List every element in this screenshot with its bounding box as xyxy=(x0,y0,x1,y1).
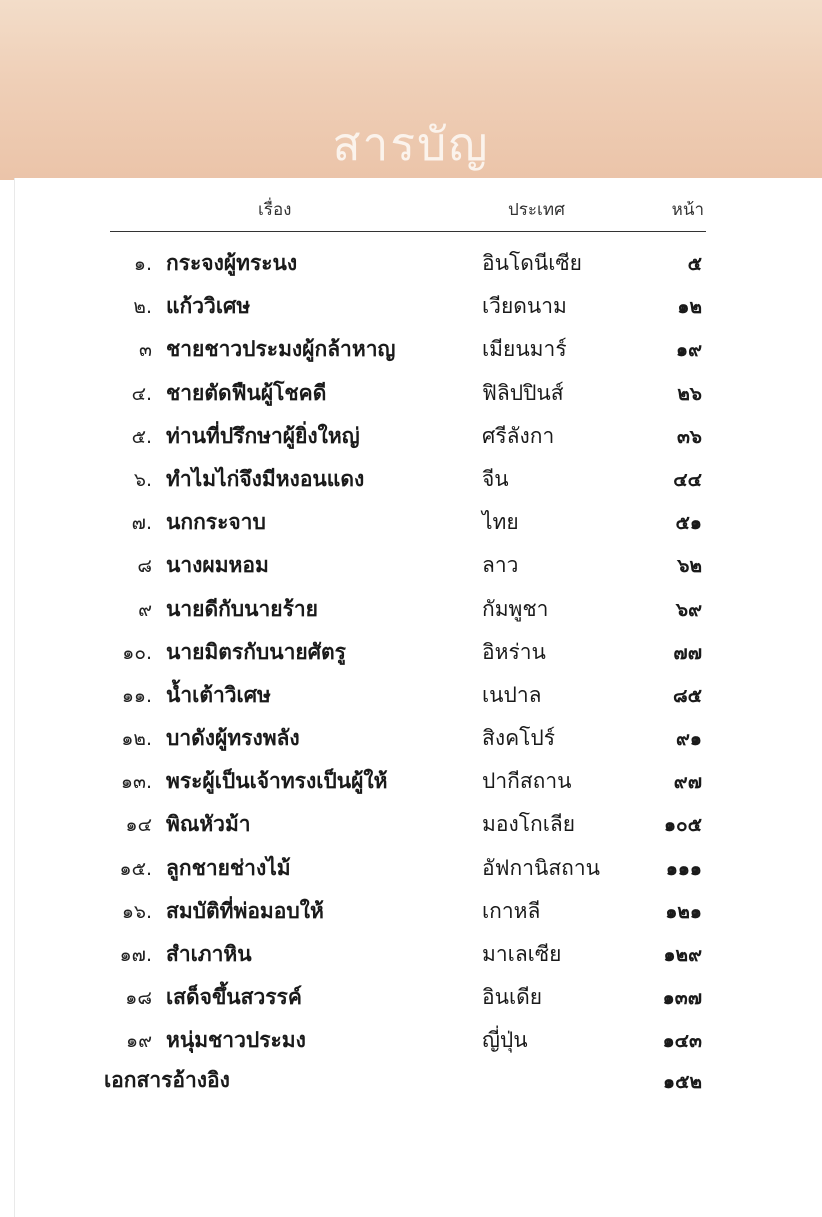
entry-page: ๑๒ xyxy=(677,296,702,319)
entry-title: ทำไมไก่จึงมีหงอนแดง xyxy=(166,466,365,491)
header-page: หน้า xyxy=(671,200,704,220)
entry-page: ๓๖ xyxy=(676,425,702,448)
entry-title: กระจงผู้ทระนง xyxy=(166,251,298,275)
entry-number: ๑๑. xyxy=(121,684,152,707)
toc-entry[interactable] xyxy=(0,934,822,977)
entry-number: ๑๕. xyxy=(119,857,152,880)
entry-page: ๕ xyxy=(687,253,702,275)
toc-entry[interactable] xyxy=(0,632,822,675)
entry-number: ๑๗. xyxy=(119,944,152,966)
references-entry[interactable] xyxy=(0,1064,822,1104)
entry-page: ๕๑ xyxy=(675,512,702,535)
entry-title: สำเภาหิน xyxy=(166,942,252,966)
entry-number: ๖. xyxy=(133,468,152,491)
entry-title: ท่านที่ปรึกษาผู้ยิ่งใหญ่ xyxy=(166,423,360,448)
entry-title: พิณหัวม้า xyxy=(166,812,251,837)
entry-number: ๘ xyxy=(137,555,152,578)
entry-country: มาเลเซีย xyxy=(482,942,562,966)
entry-number: ๑๙ xyxy=(126,1030,152,1053)
toc-entry[interactable] xyxy=(0,1020,822,1063)
entry-page: ๑๐๕ xyxy=(663,814,702,837)
entry-number: ๔. xyxy=(131,382,152,405)
toc-entry[interactable] xyxy=(0,416,822,459)
entry-country: เกาหลี xyxy=(482,898,541,923)
toc-entry[interactable] xyxy=(0,675,822,718)
column-header xyxy=(0,196,822,226)
entry-page: ๑๒๙ xyxy=(663,944,702,966)
title-banner xyxy=(0,0,822,180)
entry-country: เวียดนาม xyxy=(482,294,567,319)
entry-country: ปากีสถาน xyxy=(482,769,572,794)
entry-country: ไทย xyxy=(482,510,519,535)
entry-page: ๗๗ xyxy=(673,641,702,664)
page-title: สารบัญ xyxy=(332,117,490,171)
entry-country: กัมพูชา xyxy=(482,596,549,621)
header-story: เรื่อง xyxy=(258,200,292,220)
entry-number: ๑. xyxy=(133,253,152,275)
toc-entry[interactable] xyxy=(0,718,822,761)
entry-number: ๒. xyxy=(133,296,152,319)
toc-entry[interactable] xyxy=(0,502,822,545)
references-page: ๑๕๒ xyxy=(663,1071,702,1093)
toc-list xyxy=(0,243,822,1064)
entry-page: ๙๗ xyxy=(673,771,702,794)
entry-title: บาดังผู้ทรงพลัง xyxy=(166,726,300,751)
entry-country: ญี่ปุ่น xyxy=(482,1028,528,1053)
entry-page: ๑๙ xyxy=(676,339,702,362)
entry-number: ๑๒. xyxy=(121,728,152,751)
entry-title: น้ำเต้าวิเศษ xyxy=(166,682,271,707)
toc-entry[interactable] xyxy=(0,589,822,632)
entry-title: นายมิตรกับนายศัตรู xyxy=(166,639,346,664)
entry-title: สมบัติที่พ่อมอบให้ xyxy=(166,898,324,923)
entry-number: ๑๘ xyxy=(125,987,152,1010)
entry-page: ๑๓๗ xyxy=(662,987,702,1010)
toc-entry[interactable] xyxy=(0,286,822,329)
entry-country: ฟิลิปปินส์ xyxy=(482,380,564,405)
entry-number: ๕. xyxy=(131,425,152,448)
entry-title: ลูกชายช่างไม้ xyxy=(166,855,291,880)
entry-title: พระผู้เป็นเจ้าทรงเป็นผู้ให้ xyxy=(166,769,388,794)
toc-entry[interactable] xyxy=(0,761,822,804)
entry-page: ๘๕ xyxy=(672,684,702,707)
toc-entry[interactable] xyxy=(0,243,822,286)
entry-title: นางผมหอม xyxy=(166,553,269,578)
entry-country: เมียนมาร์ xyxy=(482,337,567,362)
entry-title: หนุ่มชาวประมง xyxy=(166,1028,306,1053)
entry-country: เนปาล xyxy=(482,682,542,707)
entry-country: ศรีลังกา xyxy=(482,423,555,448)
entry-title: นกกระจาบ xyxy=(166,510,266,535)
toc-entry[interactable] xyxy=(0,848,822,891)
entry-country: อินโดนีเซีย xyxy=(482,251,582,275)
references-title: เอกสารอ้างอิง xyxy=(104,1068,230,1092)
entry-title: นายดีกับนายร้าย xyxy=(166,596,318,621)
toc-entry[interactable] xyxy=(0,545,822,588)
entry-number: ๑๖. xyxy=(121,900,152,923)
toc-entry[interactable] xyxy=(0,329,822,372)
entry-country: อัฟกานิสถาน xyxy=(482,855,601,880)
entry-title: เสด็จขึ้นสวรรค์ xyxy=(166,985,302,1010)
toc-entry[interactable] xyxy=(0,977,822,1020)
entry-country: อินเดีย xyxy=(482,985,543,1010)
entry-number: ๙ xyxy=(138,598,152,621)
header-country: ประเทศ xyxy=(508,200,565,220)
entry-page: ๑๔๓ xyxy=(662,1030,702,1053)
entry-country: อิหร่าน xyxy=(482,639,546,664)
entry-page: ๖๙ xyxy=(676,598,702,621)
entry-page: ๑๑๑ xyxy=(665,857,702,880)
entry-title: ชายตัดฟืนผู้โชคดี xyxy=(166,380,327,405)
entry-title: ชายชาวประมงผู้กล้าหาญ xyxy=(166,337,396,362)
entry-number: ๑๔ xyxy=(125,814,152,837)
toc-entry[interactable] xyxy=(0,373,822,416)
entry-page: ๖๒ xyxy=(677,555,702,578)
header-divider xyxy=(110,231,706,232)
entry-country: ลาว xyxy=(482,553,519,578)
entry-page: ๒๖ xyxy=(677,382,702,405)
entry-page: ๙๑ xyxy=(676,728,702,751)
entry-page: ๔๔ xyxy=(673,468,702,491)
entry-title: แก้ววิเศษ xyxy=(166,294,251,319)
entry-country: สิงคโปร์ xyxy=(482,726,556,751)
toc-entry[interactable] xyxy=(0,459,822,502)
entry-page: ๑๒๑ xyxy=(665,900,702,923)
entry-country: จีน xyxy=(482,466,509,491)
entry-number: ๑๓. xyxy=(120,771,152,794)
toc-entry[interactable] xyxy=(0,804,822,847)
entry-number: ๓ xyxy=(139,339,152,362)
toc-entry[interactable] xyxy=(0,891,822,934)
entry-number: ๑๐. xyxy=(122,641,152,664)
entry-country: มองโกเลีย xyxy=(482,812,576,837)
entry-number: ๗. xyxy=(131,512,152,535)
